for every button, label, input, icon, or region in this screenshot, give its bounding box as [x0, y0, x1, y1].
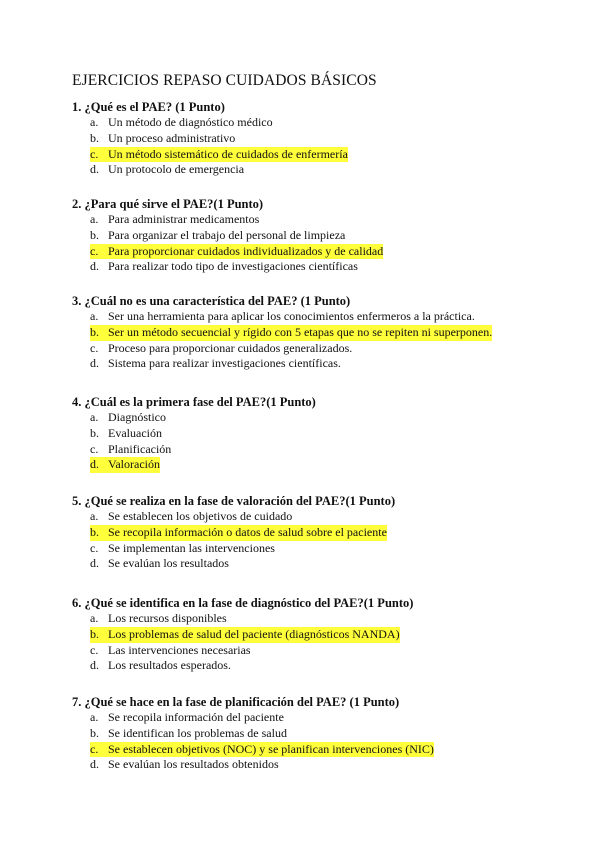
option-letter: a. [90, 410, 99, 424]
option-text: Planificación [108, 441, 172, 456]
option-text: Ser una herramienta para aplicar los conocimientos enfermeros a la práctica. [108, 309, 475, 323]
option-letter: d. [90, 356, 99, 371]
option-letter: b. [90, 130, 99, 145]
answer-option [72, 212, 542, 228]
option-text: Los problemas de salud del paciente (diagnósticos NANDA) [108, 626, 400, 641]
option-letter: d. [90, 556, 99, 571]
question-block [72, 694, 542, 773]
option-letter: a. [90, 611, 99, 625]
option-letter: d. [90, 162, 99, 177]
option-letter: d. [90, 757, 99, 772]
question-title: 6. ¿Qué se identifica en la fase de diagnóstico del PAE?(1 Punto) [72, 596, 414, 610]
option-text: Para realizar todo tipo de investigaciones científicas [108, 259, 358, 274]
question-title: 5. ¿Qué se realiza en la fase de valoración del PAE?(1 Punto) [72, 494, 396, 508]
option-text: Los resultados esperados. [108, 658, 231, 673]
option-letter: d. [90, 259, 99, 274]
option-text: Diagnóstico [108, 410, 166, 424]
answer-option [72, 611, 542, 627]
option-letter: c. [90, 340, 99, 355]
option-letter: a. [90, 115, 99, 129]
option-letter: d. [90, 457, 109, 473]
option-letter: d. [90, 658, 99, 673]
answer-option [72, 162, 542, 178]
option-letter: a. [90, 710, 99, 724]
option-text: Los recursos disponibles [108, 611, 227, 625]
answer-option [72, 726, 542, 742]
answer-option-highlighted [72, 742, 542, 758]
question-title: 7. ¿Qué se hace en la fase de planificación del PAE? (1 Punto) [72, 695, 400, 709]
option-text: Sistema para realizar investigaciones científicas. [108, 356, 341, 371]
option-text: Un protocolo de emergencia [108, 162, 245, 177]
option-text: Se establecen objetivos (NOC) y se planifican intervenciones (NIC) [108, 741, 434, 756]
option-text: Para administrar medicamentos [108, 212, 260, 226]
answer-option-highlighted [72, 147, 542, 163]
answer-option-highlighted [72, 457, 542, 473]
option-text: Evaluación [108, 425, 162, 440]
option-text: Ser un método secuencial y rígido con 5 etapas que no se repiten ni superponen. [108, 324, 493, 339]
answer-option [72, 541, 542, 557]
question-title: 4. ¿Cuál es la primera fase del PAE?(1 Punto) [72, 395, 316, 409]
option-text: Un proceso administrativo [108, 130, 236, 145]
question-title: 2. ¿Para qué sirve el PAE?(1 Punto) [72, 197, 264, 211]
answer-option-highlighted [72, 627, 542, 643]
option-text: Las intervenciones necesarias [108, 642, 251, 657]
answer-option [72, 643, 542, 659]
answer-option [72, 426, 542, 442]
option-text: Se implementan las intervenciones [108, 540, 275, 555]
option-letter: c. [90, 244, 108, 260]
option-text: Se evalúan los resultados [108, 556, 229, 571]
option-letter: b. [90, 627, 109, 643]
option-letter: b. [90, 325, 109, 341]
answer-option [72, 115, 542, 131]
question-block [72, 196, 542, 275]
option-letter: c. [90, 742, 108, 758]
option-letter: b. [90, 725, 99, 740]
answer-option [72, 757, 542, 773]
answer-option [72, 309, 542, 325]
question-title: 3. ¿Cuál no es una característica del PAE? (1 Punto) [72, 294, 351, 308]
answer-option [72, 131, 542, 147]
option-letter: b. [90, 425, 99, 440]
question-block [72, 595, 542, 674]
answer-option [72, 228, 542, 244]
document-title: EJERCICIOS REPASO CUIDADOS BÁSICOS [72, 72, 377, 89]
answer-option [72, 556, 542, 572]
option-text: Se recopila información o datos de salud sobre el paciente [108, 524, 387, 539]
answer-option [72, 356, 542, 372]
option-text: Valoración [108, 457, 160, 472]
answer-option [72, 259, 542, 275]
answer-option [72, 341, 542, 357]
option-text: Se identifican los problemas de salud [108, 725, 287, 740]
option-letter: c. [90, 147, 108, 163]
option-letter: b. [90, 525, 109, 541]
option-text: Proceso para proporcionar cuidados generalizados. [108, 340, 353, 355]
option-letter: c. [90, 642, 99, 657]
answer-option-highlighted [72, 325, 542, 341]
option-letter: a. [90, 509, 99, 523]
option-text: Se evalúan los resultados obtenidos [108, 757, 279, 772]
question-block [72, 99, 542, 178]
option-letter: c. [90, 540, 99, 555]
answer-option [72, 509, 542, 525]
answer-option [72, 442, 542, 458]
option-letter: a. [90, 212, 99, 226]
option-letter: a. [90, 309, 99, 323]
question-title: 1. ¿Qué es el PAE? (1 Punto) [72, 100, 225, 114]
answer-option [72, 410, 542, 426]
option-text: Para organizar el trabajo del personal de limpieza [108, 227, 346, 242]
option-text: Un método de diagnóstico médico [108, 115, 273, 129]
option-text: Se establecen los objetivos de cuidado [108, 509, 293, 523]
answer-option-highlighted [72, 525, 542, 541]
question-block [72, 293, 542, 372]
question-block [72, 394, 542, 473]
answer-option [72, 710, 542, 726]
option-text: Se recopila información del paciente [108, 710, 284, 724]
option-letter: c. [90, 441, 99, 456]
question-block [72, 493, 542, 572]
option-text: Para proporcionar cuidados individualizados y de calidad [108, 243, 384, 258]
answer-option [72, 658, 542, 674]
answer-option-highlighted [72, 244, 542, 260]
option-text: Un método sistemático de cuidados de enfermería [108, 146, 348, 161]
option-letter: b. [90, 227, 99, 242]
